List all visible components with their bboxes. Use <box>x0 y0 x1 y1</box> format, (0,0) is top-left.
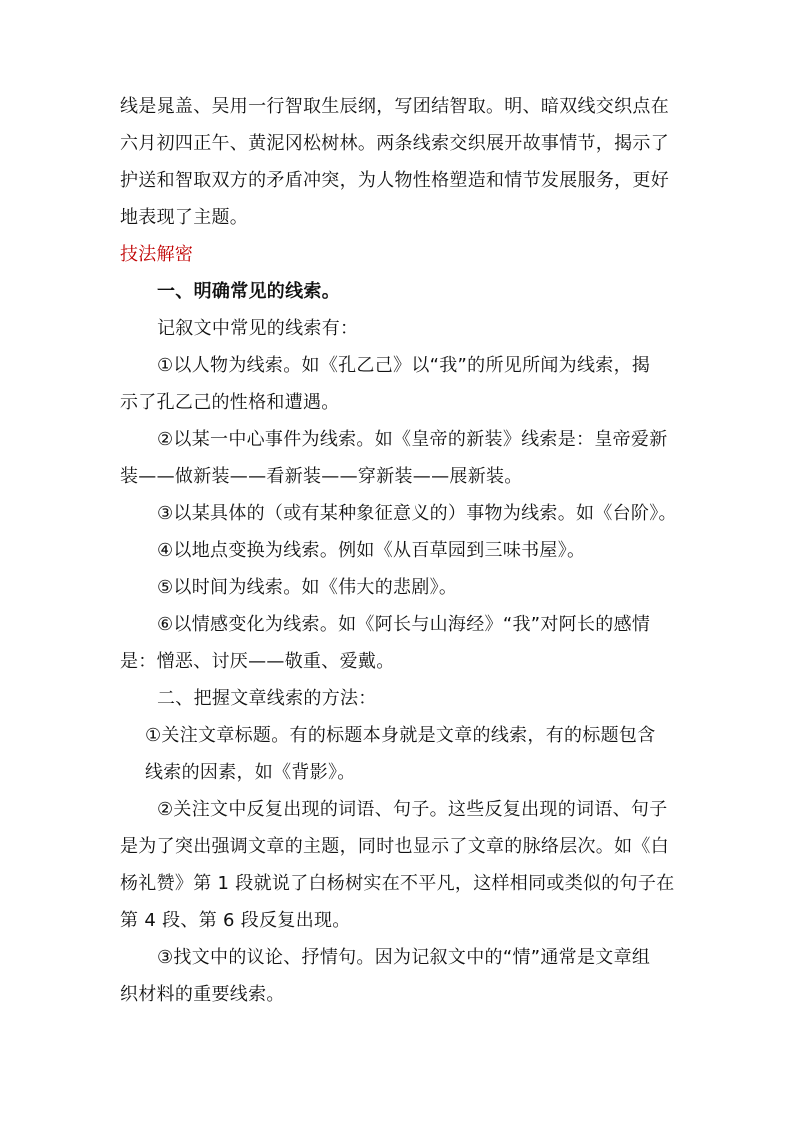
part2-title: 二、把握文章线索的方法： <box>157 688 377 709</box>
part2-item-2-line-1: ②关注文中反复出现的词语、句子。这些反复出现的词语、句子 <box>157 799 668 820</box>
part1-item-1-line-2: 示了孔乙己的性格和遭遇。 <box>120 392 340 413</box>
part2-item-3-line-2: 织材料的重要线索。 <box>120 984 285 1005</box>
part2-item-2-line-4: 第 4 段、第 6 段反复出现。 <box>120 910 351 931</box>
part1-item-6-line-2: 是：憎恶、讨厌——敬重、爱戴。 <box>120 651 395 672</box>
intro-line-2: 六月初四正午、黄泥冈松树林。两条线索交织展开故事情节，揭示了 <box>120 133 669 154</box>
section-heading: 技法解密 <box>120 244 194 265</box>
part1-item-5: ⑤以时间为线索。如《伟大的悲剧》。 <box>157 577 458 598</box>
part2-item-1-line-2: 线索的因素，如《背影》。 <box>145 762 356 783</box>
part1-item-6-line-1: ⑥以情感变化为线索。如《阿长与山海经》“我”对阿长的感情 <box>157 614 651 635</box>
part1-item-2-line-2: 装——做新装——看新装——穿新装——展新装。 <box>120 466 523 487</box>
part2-item-1-line-1: ①关注文章标题。有的标题本身就是文章的线索，有的标题包含 <box>145 725 656 746</box>
part1-item-2-line-1: ②以某一中心事件为线索。如《皇帝的新装》线索是：皇帝爱新 <box>157 429 668 450</box>
intro-line-4: 地表现了主题。 <box>120 207 249 228</box>
intro-line-1: 线是晁盖、吴用一行智取生辰纲，写团结智取。明、暗双线交织点在 <box>120 96 669 117</box>
part2-item-2-line-2: 是为了突出强调文章的主题，同时也显示了文章的脉络层次。如《白 <box>120 836 669 857</box>
part2-item-3-line-1: ③找文中的议论、抒情句。因为记叙文中的“情”通常是文章组 <box>157 947 651 968</box>
part2-item-2-line-3: 杨礼赞》第 1 段就说了白杨树实在不平凡，这样相同或类似的句子在 <box>120 873 675 894</box>
part1-lead: 记叙文中常见的线索有： <box>157 318 359 339</box>
part1-item-3: ③以某具体的（或有某种象征意义的）事物为线索。如《台阶》。 <box>157 503 677 524</box>
part1-item-4: ④以地点变换为线索。例如《从百草园到三味书屋》。 <box>157 540 586 561</box>
intro-line-3: 护送和智取双方的矛盾冲突，为人物性格塑造和情节发展服务，更好 <box>120 170 669 191</box>
part1-item-1-line-1: ①以人物为线索。如《孔乙己》以“我”的所见所闻为线索，揭 <box>157 355 651 376</box>
part1-title: 一、明确常见的线索。 <box>157 281 340 302</box>
